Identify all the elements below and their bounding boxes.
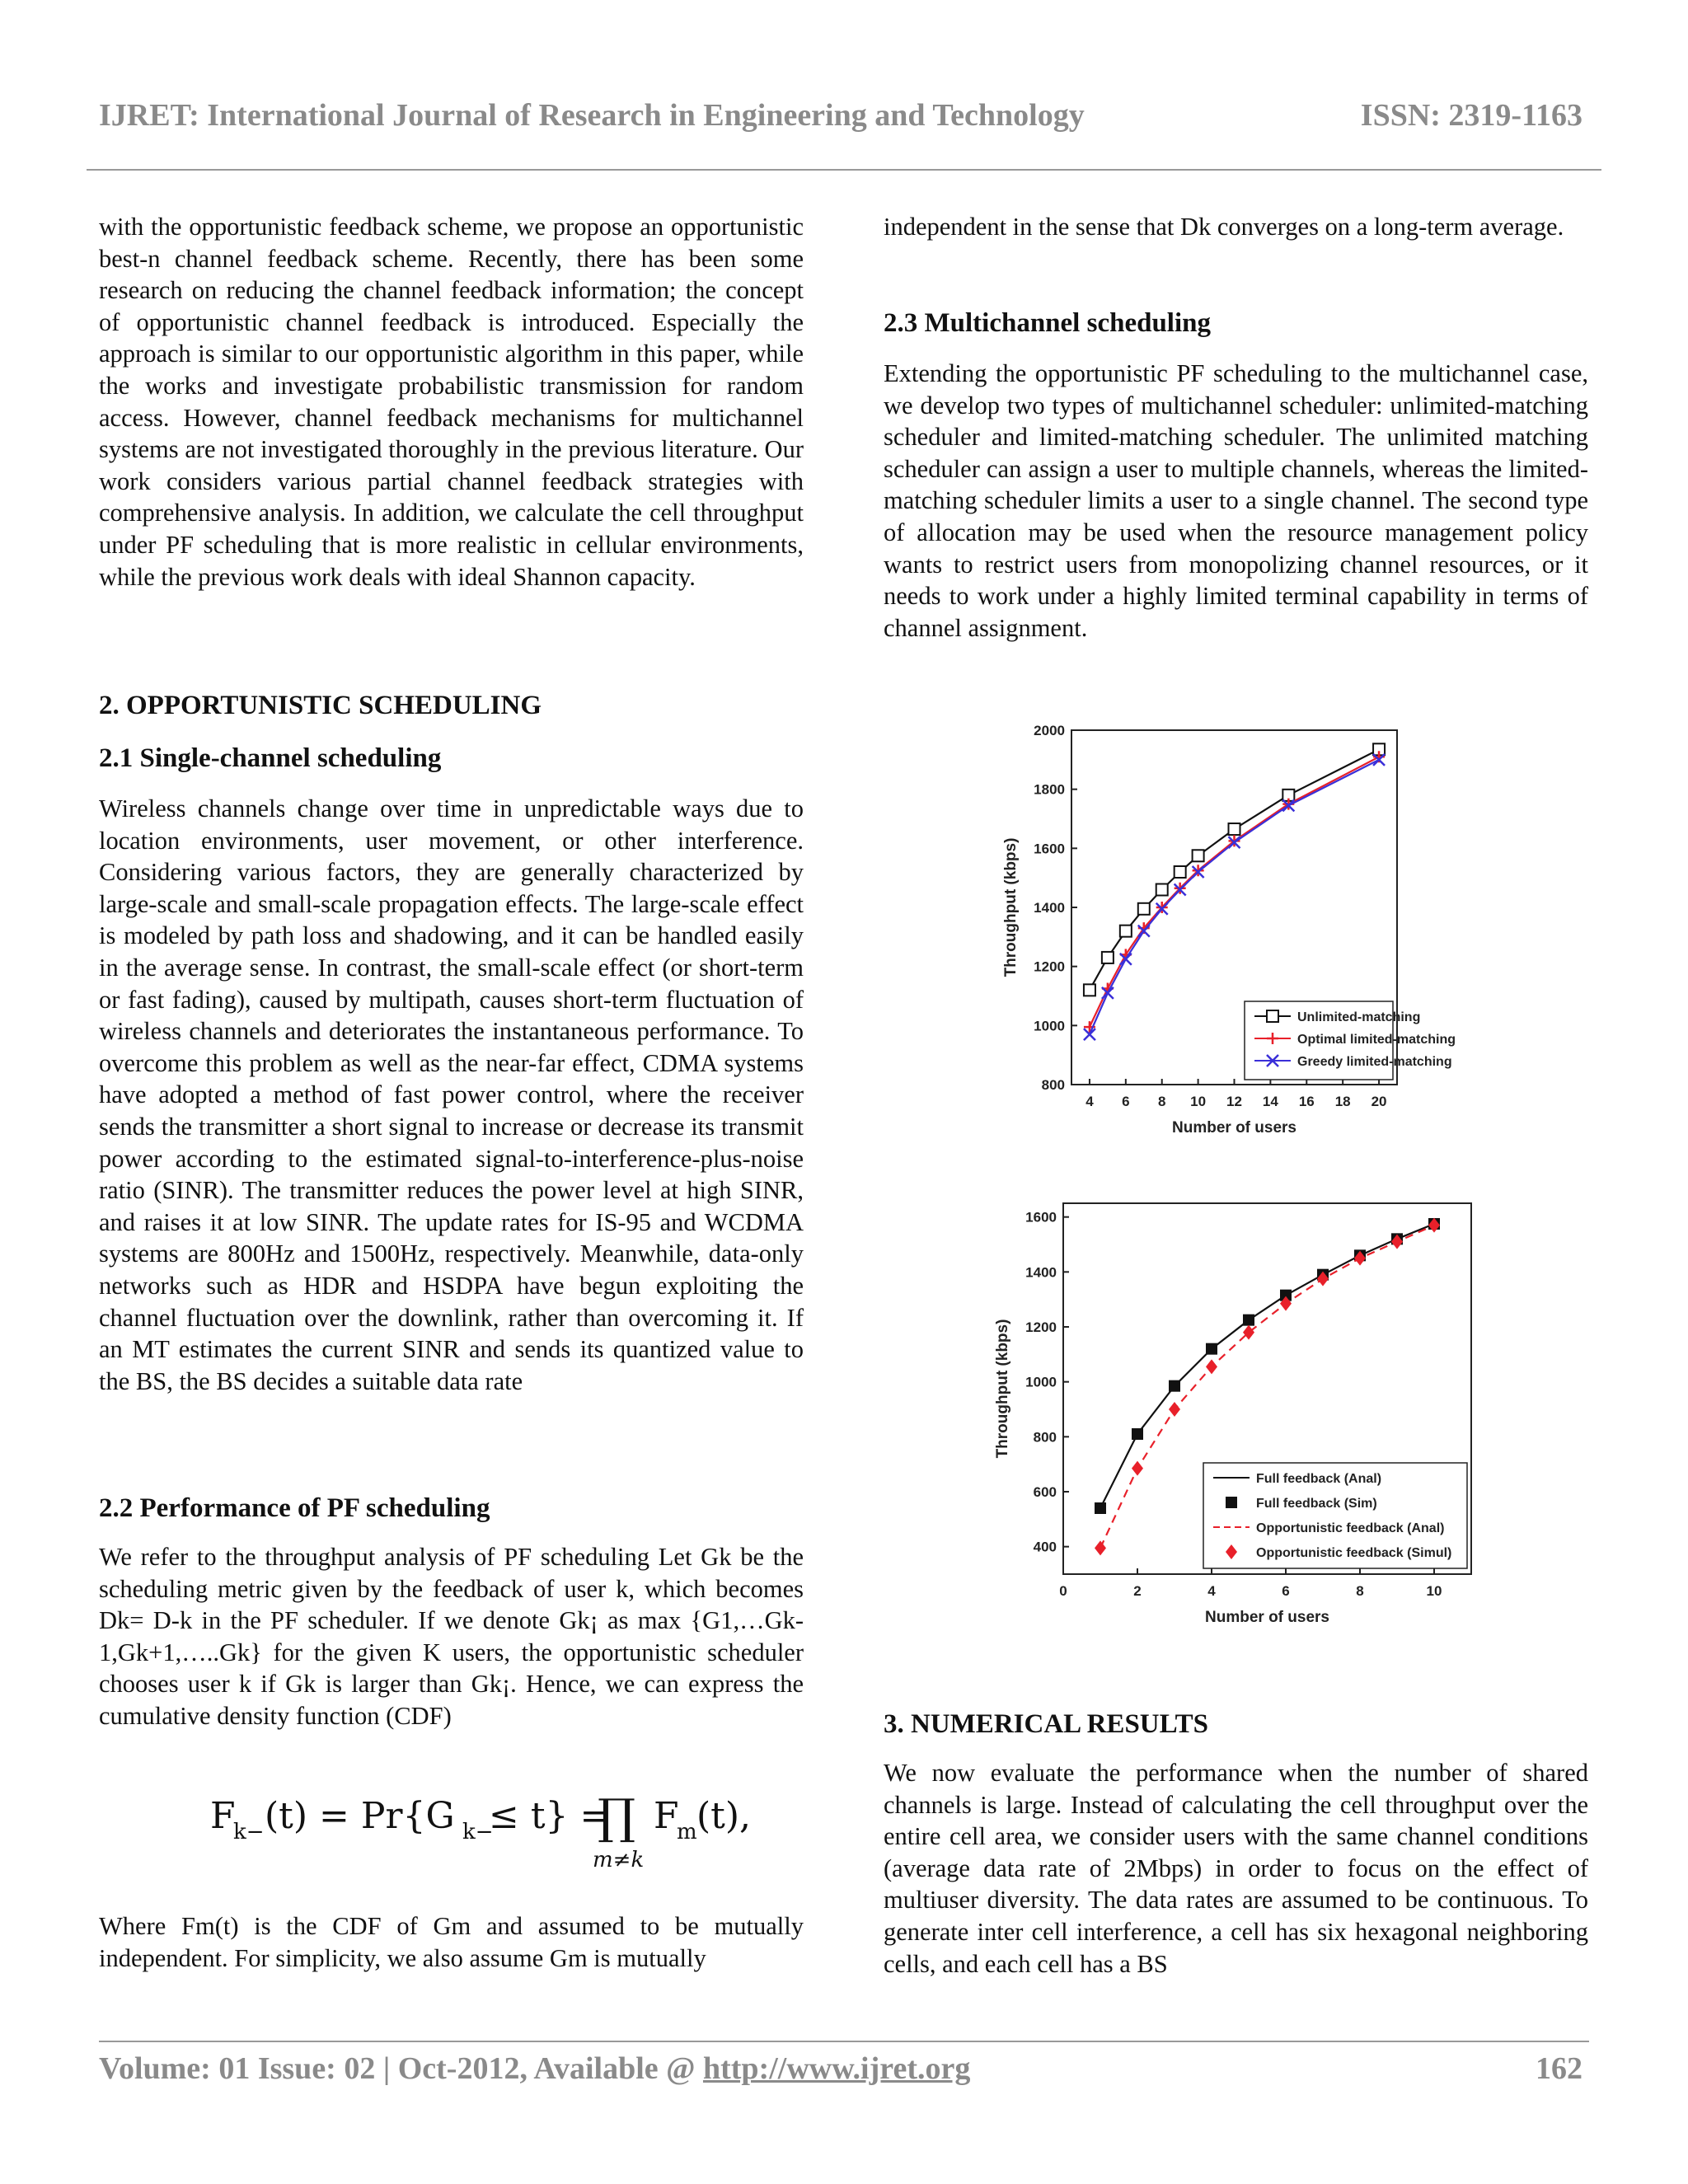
legend-marker <box>1226 1497 1237 1508</box>
after-equation-paragraph: Where Fm(t) is the CDF of Gm and assumed to be mutually independent. For simplicity, we also assume Gm is mutually <box>99 1912 804 1972</box>
issn: ISSN: 2319-1163 <box>1360 98 1582 133</box>
intro-paragraph: with the opportunistic feedback scheme, we propose an opportunistic best-n channel feedback scheme. Recently, there has been some research on reducing the channel feedback information; the concept of opportunistic channel feedback is introduced. Especially the approach is similar to our opportunistic algorithm in this paper, while the works and investigate probabilistic transmission for random access. However, channel feedback mechanisms for multichannel systems are not investigated thoroughly in the previous literature. Our work considers various partial channel feedback strategies with comprehensive analysis. In addition, we calculate the cell throughput under PF scheduling that is more realistic in cellular environments, while the previous work deals with ideal Shannon capacity. <box>99 213 804 591</box>
eq-lhs-arg: (t) = Pr{G <box>265 1795 455 1837</box>
data-point <box>1243 1315 1254 1326</box>
journal-link[interactable]: http://www.ijret.org <box>702 2051 971 2086</box>
section-2-heading <box>99 689 804 722</box>
y-tick-label: 1200 <box>1034 958 1065 975</box>
page-number: 162 <box>1536 2051 1582 2086</box>
x-tick-label: 4 <box>1207 1583 1216 1599</box>
eq-lhs: F <box>210 1795 236 1837</box>
data-point <box>1132 1461 1143 1476</box>
legend-entry: Full feedback (Anal) <box>1256 1472 1382 1486</box>
y-tick-label: 2000 <box>1034 723 1065 738</box>
y-tick-label: 1600 <box>1025 1209 1057 1226</box>
eq-rhs-arg: (t), <box>696 1795 751 1837</box>
subsection-2-3-paragraph: Extending the opportunistic PF scheduling to the multichannel case, we develop two types of multichannel scheduler: unlimited-matching scheduler and limited-matching scheduler. The unlimited matching scheduler can assign a user to multiple channels, whereas the limited-matching scheduler limits a user to a single channel. The second type of allocation may be used when the resource management policy wants to restrict users from monopolizing channel resources, or it needs to work under a highly limited terminal capability in terms of channel assignment. <box>884 359 1588 642</box>
x-tick-label: 12 <box>1226 1094 1242 1109</box>
y-tick-label: 1000 <box>1034 1018 1065 1034</box>
data-point <box>1132 1428 1143 1440</box>
left-column <box>99 211 804 593</box>
y-tick-label: 1200 <box>1025 1319 1057 1335</box>
subsection-2-2-title: 2.2 Performance of PF scheduling <box>99 1493 490 1523</box>
x-tick-label: 6 <box>1282 1583 1290 1599</box>
section-3-heading <box>884 1708 1588 1741</box>
x-tick-label: 16 <box>1298 1094 1315 1109</box>
subsection-2-2 <box>99 1492 804 1525</box>
series-line <box>1090 749 1379 990</box>
y-tick-label: 600 <box>1033 1484 1057 1500</box>
x-axis-label: Number of users <box>1205 1609 1329 1626</box>
journal-title: IJRET: International Journal of Research in Engineering and Technology <box>99 98 1085 133</box>
footer-divider <box>99 2041 1589 2042</box>
data-point <box>1193 850 1204 861</box>
x-tick-label: 10 <box>1426 1583 1442 1599</box>
y-tick-label: 1800 <box>1034 781 1065 798</box>
eq-rhs: F <box>654 1795 679 1837</box>
legend-entry: Optimal limited-matching <box>1297 1033 1456 1047</box>
legend-entry: Unlimited-matching <box>1297 1010 1421 1024</box>
x-tick-label: 0 <box>1059 1583 1067 1599</box>
header-divider <box>87 169 1601 171</box>
subsection-2-3-title: 2.3 Multichannel scheduling <box>884 308 1211 338</box>
right-column-continued <box>884 211 1588 243</box>
subsection-2-3-body <box>884 358 1588 644</box>
x-tick-label: 4 <box>1085 1094 1094 1109</box>
y-tick-label: 800 <box>1033 1429 1057 1446</box>
section-3-body <box>884 1757 1588 1980</box>
data-point <box>1229 823 1240 835</box>
data-point <box>1175 866 1186 878</box>
data-point <box>1138 903 1150 915</box>
legend-entry: Full feedback (Sim) <box>1256 1497 1377 1511</box>
y-axis-label: Throughput (kbps) <box>994 1319 1011 1459</box>
subsection-2-2-paragraph: We refer to the throughput analysis of PF scheduling Let Gk be the scheduling metric given by the feedback of user k, which becomes Dk= D-k in the PF scheduler. If we denote Gk¡ as max {G1,…Gk-1,Gk+1,…..Gk} for the given K users, the opportunistic scheduler chooses user k if Gk is larger than Gk¡. Hence, we can express the cumulative density function (CDF) <box>99 1543 804 1730</box>
data-point <box>1169 1380 1180 1392</box>
eq-product-sub: m≠k <box>593 1848 645 1872</box>
subsection-2-1-title: 2.1 Single-channel scheduling <box>99 743 442 773</box>
cdf-equation <box>210 1788 751 1886</box>
data-point <box>1084 984 1095 996</box>
subsection-2-1-paragraph: Wireless channels change over time in unpredictable ways due to location environments, user movement, or other interference. Considering various factors, they are generally characterized by large-scale and small-scale propagation effects. The large-scale effect is modeled by path loss and shadowing, and it can be handled easily in the average sense. In contrast, the small-scale effect (or short-term or fast fading), caused by multipath, causes short-term fluctuation of wireless channels and deteriorates the instantaneous performance. To overcome this problem as well as the near-far effect, CDMA systems have adopted a method of fast power control, where the receiver sends the transmitter a short signal to increase or decrease its transmit power according to the estimated signal-to-interference-plus-noise ratio (SINR). The transmitter reduces the power level at high SINR, and raises it at low SINR. The update rates for IS-95 and WCDMA systems are 800Hz and 1500Hz, respectively. Meanwhile, data-only networks such as HDR and HSDPA have begun exploiting the channel fluctuation over the downlink, rather than overcoming it. If an MT estimates the current SINR and sends its quantized value to the BS, the BS decides a suitable data rate <box>99 794 804 1395</box>
footer-text: Volume: 01 Issue: 02 | Oct-2012, Available @ <box>99 2051 703 2086</box>
x-tick-label: 6 <box>1122 1094 1130 1109</box>
x-tick-label: 8 <box>1356 1583 1364 1599</box>
data-point <box>1120 926 1132 937</box>
throughput-matching-chart <box>997 717 1492 1146</box>
subsection-2-1 <box>99 742 804 775</box>
x-tick-label: 18 <box>1334 1094 1351 1109</box>
y-tick-label: 1400 <box>1034 900 1065 916</box>
x-axis-label: Number of users <box>1172 1119 1296 1137</box>
section-2-title: 2. OPPORTUNISTIC SCHEDULING <box>99 691 542 720</box>
x-tick-label: 2 <box>1133 1583 1142 1599</box>
data-point <box>1102 952 1114 963</box>
legend-entry: Greedy limited-matching <box>1297 1055 1452 1069</box>
product-symbol: ∏ <box>598 1788 636 1844</box>
eq-pr-rest: ≤ t} = <box>489 1795 611 1837</box>
y-tick-label: 1000 <box>1025 1374 1057 1390</box>
section-3-paragraph: We now evaluate the performance when the number of shared channels is large. Instead of calculating the cell throughput over the entire cell area, we consider users with the same channel conditions (average data rate of 2Mbps) in order to focus on the effect of multiuser diversity. The data rates are assumed to be continuous. To generate inter cell interference, a cell has six hexagonal neighboring cells, and each cell has a BS <box>884 1759 1588 1978</box>
data-point <box>1156 884 1168 896</box>
y-tick-label: 1400 <box>1025 1264 1057 1281</box>
x-tick-label: 20 <box>1371 1094 1387 1109</box>
data-point <box>1095 1540 1106 1555</box>
subsection-2-1-body <box>99 793 804 1397</box>
subsection-2-3 <box>884 307 1588 340</box>
eq-pr-sub: k− <box>462 1820 494 1844</box>
x-tick-label: 10 <box>1190 1094 1207 1109</box>
y-tick-label: 400 <box>1033 1539 1057 1555</box>
data-point <box>1169 1402 1180 1417</box>
continuation-paragraph: independent in the sense that Dk converges on a long-term average. <box>884 213 1564 241</box>
y-tick-label: 1600 <box>1034 841 1065 857</box>
footer-volume <box>99 2050 970 2087</box>
data-point <box>1206 1343 1217 1355</box>
after-equation-body <box>99 1910 804 1974</box>
series-line <box>1090 760 1379 1034</box>
legend-entry: Opportunistic feedback (Simul) <box>1256 1546 1452 1560</box>
subsection-2-2-body <box>99 1541 804 1732</box>
data-point <box>1206 1359 1217 1374</box>
series-line <box>1090 757 1379 1027</box>
y-axis-label: Throughput (kbps) <box>1002 837 1020 977</box>
data-point <box>1095 1502 1106 1514</box>
eq-lhs-sub: k− <box>233 1820 265 1844</box>
legend-entry: Opportunistic feedback (Anal) <box>1256 1521 1445 1535</box>
data-point <box>1243 1325 1254 1340</box>
section-3-title: 3. NUMERICAL RESULTS <box>884 1709 1208 1739</box>
throughput-feedback-chart <box>994 1187 1492 1648</box>
legend-marker <box>1267 1010 1278 1022</box>
y-tick-label: 800 <box>1041 1077 1065 1093</box>
x-tick-label: 8 <box>1157 1094 1166 1109</box>
eq-rhs-sub: m <box>677 1820 697 1844</box>
x-tick-label: 14 <box>1262 1094 1278 1109</box>
